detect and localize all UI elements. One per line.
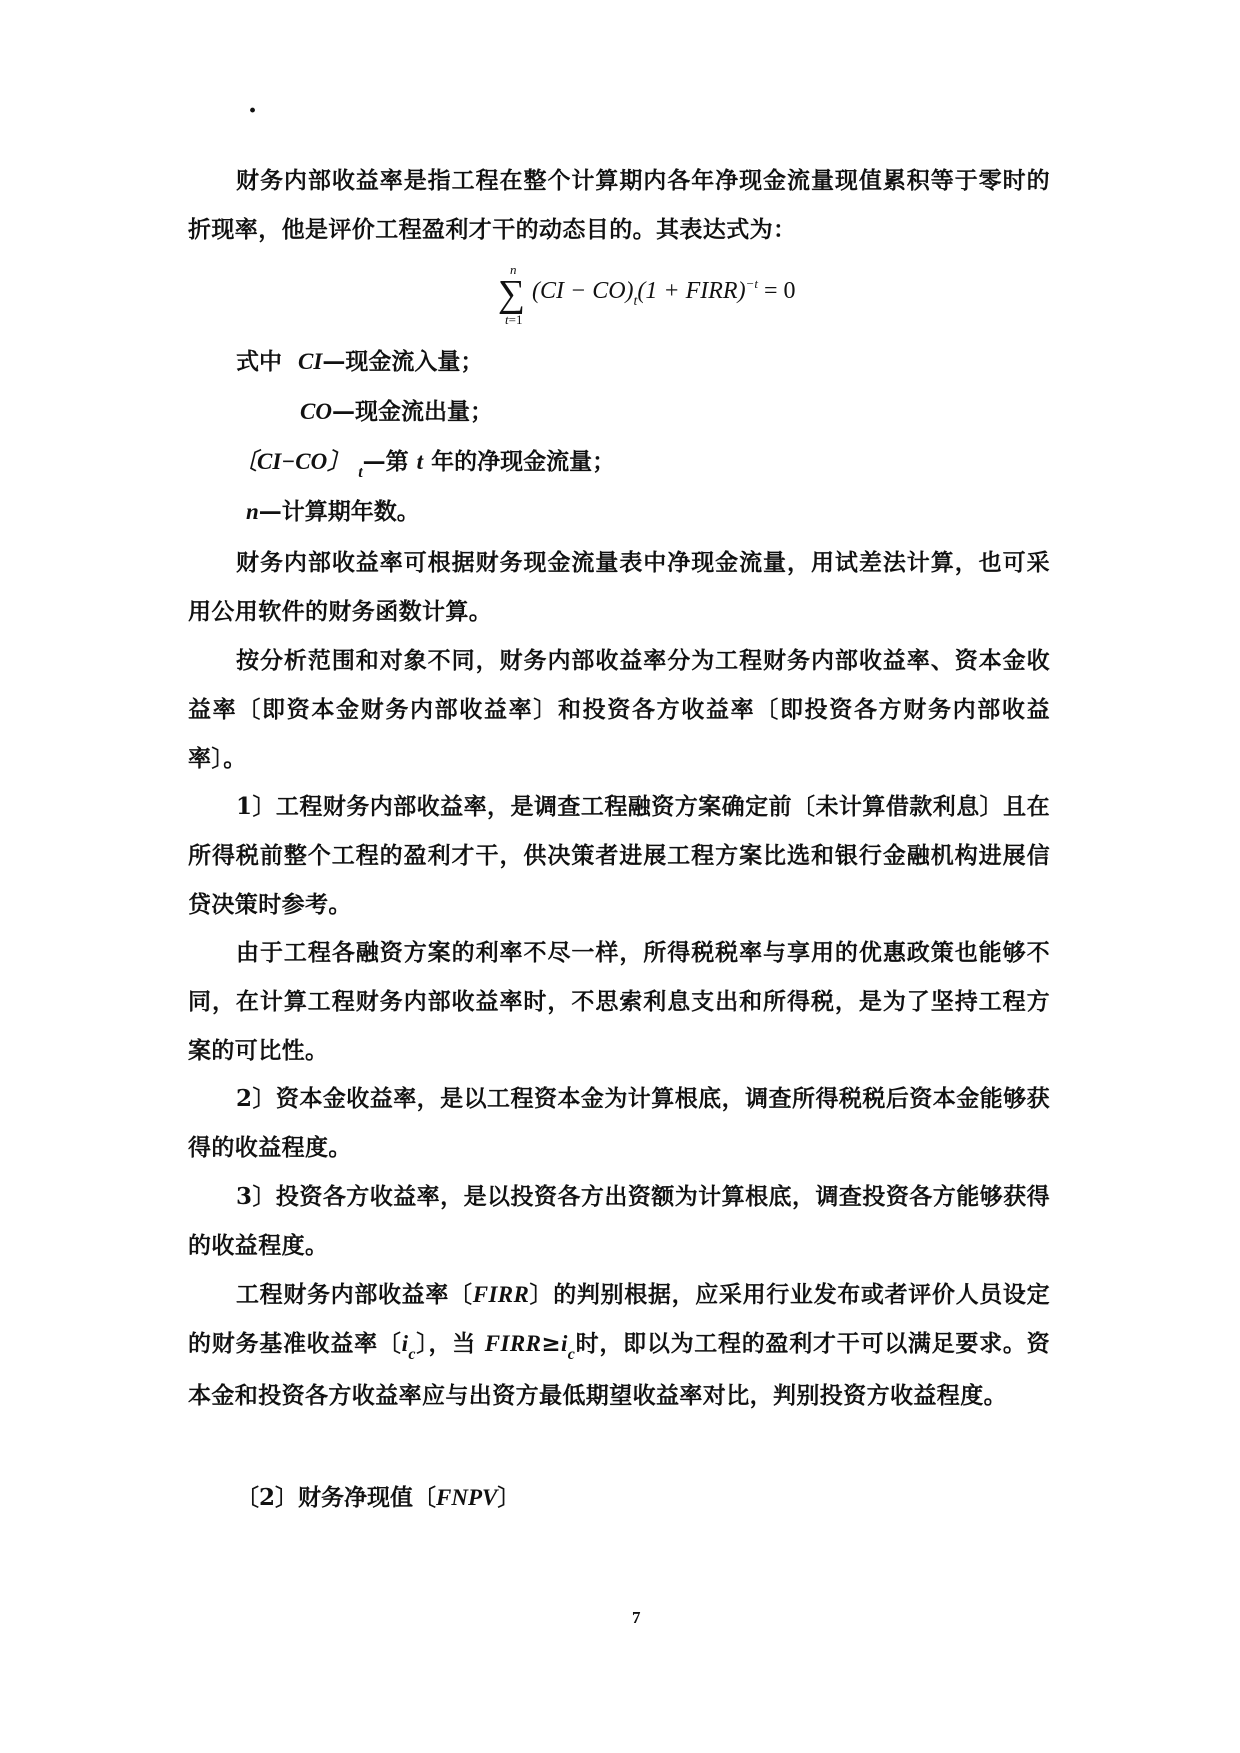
- paragraph-equity-irr: 2〕资本金收益率，是以工程资本金为计算根底，调查所得税税后资本金能够获得的收益程度。: [188, 1085, 1050, 1161]
- firr-formula: [490, 262, 830, 332]
- definition-n: n—计算期年数。: [246, 498, 420, 525]
- definition-ci: 式中 CI—现金流入量；: [236, 348, 484, 375]
- intro-paragraph: 财务内部收益率是指工程在整个计算期内各年净现金流量现值累积等于零时的折现率，他是评价工程盈利才干的动态目的。其表达式为：: [188, 167, 1050, 243]
- sum-lower-limit: t=1: [505, 312, 523, 327]
- summation-sign: ∑: [498, 273, 526, 315]
- page-number: 7: [632, 1608, 641, 1627]
- paragraph-classification: 按分析范围和对象不同，财务内部收益率分为工程财务内部收益率、资本金收益率〔即资本金财务内部收益率〕和投资各方收益率〔即投资各方财务内部收益率〕。: [188, 647, 1050, 772]
- section-heading-fnpv: 〔2〕财务净现值〔FNPV〕: [236, 1484, 521, 1511]
- sum-upper-limit: n: [510, 262, 517, 277]
- paragraph-comparability: 由于工程各融资方案的利率不尽一样，所得税税率与享用的优惠政策也能够不同，在计算工程财务内部收益率时，不思索利息支出和所得税，是为了坚持工程方案的可比性。: [188, 939, 1050, 1064]
- page-mark: ·: [248, 96, 258, 126]
- paragraph-calculation-method: 财务内部收益率可根据财务现金流量表中净现金流量，用试差法计算，也可采用公用软件的财务函数计算。: [188, 549, 1050, 625]
- definition-co: CO—现金流出量；: [300, 398, 493, 425]
- paragraph-investor-irr: 3〕投资各方收益率，是以投资各方出资额为计算根底，调查投资各方能够获得的收益程度。: [188, 1183, 1050, 1259]
- paragraph-criterion: 工程财务内部收益率〔FIRR〕的判别根据，应采用行业发布或者评价人员设定的财务基准收益率〔$i_c$〕，当 $FIRR\ge i_c$时，即以为工程的盈利才干可以满足要求。资本金和投资各方收益率应与出资方最低期望收益率对比，判别投资方收益程度。: [188, 1281, 1051, 1409]
- paragraph-project-irr: 1〕工程财务内部收益率，是调查工程融资方案确定前〔未计算借款利息〕且在所得税前整个工程的盈利才干，供决策者进展工程方案比选和银行金融机构进展信贷决策时参考。: [188, 793, 1050, 918]
- formula-body: $(CI - CO)_t(1$ + FIRR)$^{-t}$ = 0: [532, 276, 796, 309]
- definition-net-cash-flow: 〔CI−CO〕 $_t$—第 t 年的净现金流量；: [234, 448, 616, 481]
